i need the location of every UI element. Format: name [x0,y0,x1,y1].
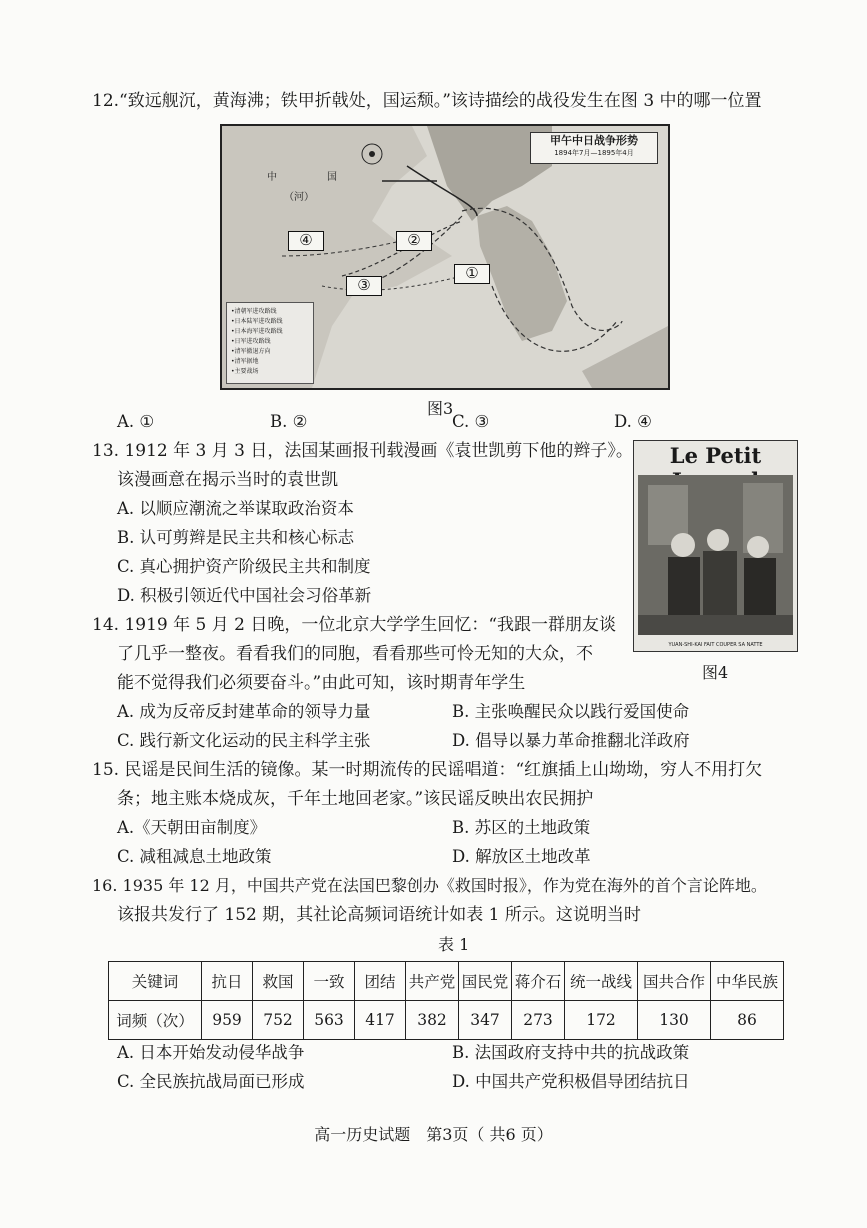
map-subtitle: 1894年7月—1895年4月 [554,149,634,157]
map-title-box [530,132,658,164]
q16-option-c: C. 全民族抗战局面已形成 [117,1072,305,1091]
legend-item: •日军进攻路线 [231,338,271,345]
question-13-stem-line2: 该漫画意在揭示当时的袁世凯 [117,470,338,490]
table-cell: 共产党 [406,962,459,1001]
q12-option-d: D. ④ [614,412,652,431]
map-label-china: 中 [267,172,277,183]
table-cell: 国民党 [459,962,512,1001]
q15-option-d: D. 解放区土地改革 [452,847,591,866]
table-cell: 563 [304,1001,355,1040]
q12-option-a: A. ① [117,412,155,431]
table-cell: 一致 [304,962,355,1001]
q14-option-b: B. 主张唤醒民众以践行爱国使命 [452,702,690,721]
legend-item: •清军据地 [231,358,259,365]
cartoon-caption: YUAN-SHI-KAI FAIT COUPER SA NATTE [668,642,763,648]
table-cell: 417 [355,1001,406,1040]
table-cell: 130 [638,1001,711,1040]
table-1-title: 表 1 [438,935,470,954]
q13-option-b: B. 认可剪辫是民主共和核心标志 [117,528,355,547]
table-cell: 救国 [253,962,304,1001]
map-label-hebei: （河） [284,192,314,203]
table-cell: 抗日 [202,962,253,1001]
table-cell: 统一战线 [565,962,638,1001]
q13-option-c: C. 真心拥护资产阶级民主共和制度 [117,557,371,576]
table-cell: 词频（次） [109,1001,202,1040]
newspaper-masthead: Le Petit [669,443,762,468]
question-15-stem-line2: 条；地主账本烧成灰，千年土地回老家。”该民谣反映出农民拥护 [117,789,594,809]
table-cell: 959 [202,1001,253,1040]
table-cell: 团结 [355,962,406,1001]
table-cell: 关键词 [109,962,202,1001]
map-title: 甲午中日战争形势 [550,134,638,147]
war-situation-map [220,124,670,390]
map-legend [226,302,314,384]
legend-item: •清军撤退方向 [231,348,271,355]
q14-option-c: C. 践行新文化运动的民主科学主张 [117,731,371,750]
figure-4-caption: 图4 [702,663,729,682]
q14-option-a: A. 成为反帝反封建革命的领导力量 [117,702,371,721]
table-cell: 273 [512,1001,565,1040]
legend-item: •日本陆军进攻路线 [231,318,283,325]
q16-option-a: A. 日本开始发动侵华战争 [117,1043,305,1062]
table-cell: 86 [711,1001,784,1040]
question-14-stem-line1: 14. 1919 年 5 月 2 日晚，一位北京大学学生回忆：“我跟一群朋友谈 [92,615,617,635]
table-row [109,1001,784,1040]
question-14-stem-line3: 能不觉得我们必须要奋斗。”由此可知，该时期青年学生 [117,673,526,693]
legend-item: •日本海军进攻路线 [231,328,283,335]
map-marker-1: ① [454,264,490,284]
question-13-stem-line1: 13. 1912 年 3 月 3 日，法国某画报刊载漫画《袁世凯剪下他的辫子》。 [92,441,633,461]
table-cell: 382 [406,1001,459,1040]
question-14-stem-line2: 了几乎一整夜。看看我们的同胞，看看那些可怜无知的大众，不 [117,644,593,664]
keyword-frequency-table [108,961,784,1040]
map-label-china2: 国 [327,172,337,183]
q13-option-a: A. 以顺应潮流之举谋取政治资本 [117,499,354,518]
q15-option-c: C. 减租减息土地政策 [117,847,272,866]
table-cell: 347 [459,1001,512,1040]
newspaper-cartoon [633,440,798,652]
q12-option-b: B. ② [270,412,308,431]
q15-option-b: B. 苏区的土地政策 [452,818,591,837]
q14-option-d: D. 倡导以暴力革命推翻北洋政府 [452,731,690,750]
table-cell: 中华民族 [711,962,784,1001]
question-12-stem: 12.“致远舰沉，黄海沸；铁甲折戟处，国运颓。”该诗描绘的战役发生在图 3 中的哪一位置 [92,91,762,111]
figure-3-caption: 图3 [427,399,454,418]
table-cell: 蒋介石 [512,962,565,1001]
question-16-stem-line2: 该报共发行了 152 期，其社论高频词语统计如表 1 所示。这说明当时 [117,905,641,925]
q13-option-d: D. 积极引领近代中国社会习俗革新 [117,586,372,605]
legend-item: •主要战场 [231,368,259,375]
map-marker-3: ③ [346,276,382,296]
cartoon-illustration [638,475,793,635]
question-16-stem-line1: 16. 1935 年 12 月，中国共产党在法国巴黎创办《救国时报》，作为党在海外的首个言论阵地。 [92,876,767,895]
table-cell: 172 [565,1001,638,1040]
q15-option-a: A.《天朝田亩制度》 [117,818,267,837]
legend-item: •清朝军进攻路线 [231,308,277,315]
map-marker-4: ④ [288,231,324,251]
table-cell: 752 [253,1001,304,1040]
question-15-stem-line1: 15. 民谣是民间生活的镜像。某一时期流传的民谣唱道：“红旗插上山坳坳，穷人不用打欠 [92,760,763,780]
q16-option-d: D. 中国共产党积极倡导团结抗日 [452,1072,690,1091]
page-footer: 高一历史试题 第3页（ 共6 页） [314,1125,553,1144]
table-header-row [109,962,784,1001]
q16-option-b: B. 法国政府支持中共的抗战政策 [452,1043,690,1062]
q12-option-c: C. ③ [452,412,490,431]
map-marker-2: ② [396,231,432,251]
table-cell: 国共合作 [638,962,711,1001]
